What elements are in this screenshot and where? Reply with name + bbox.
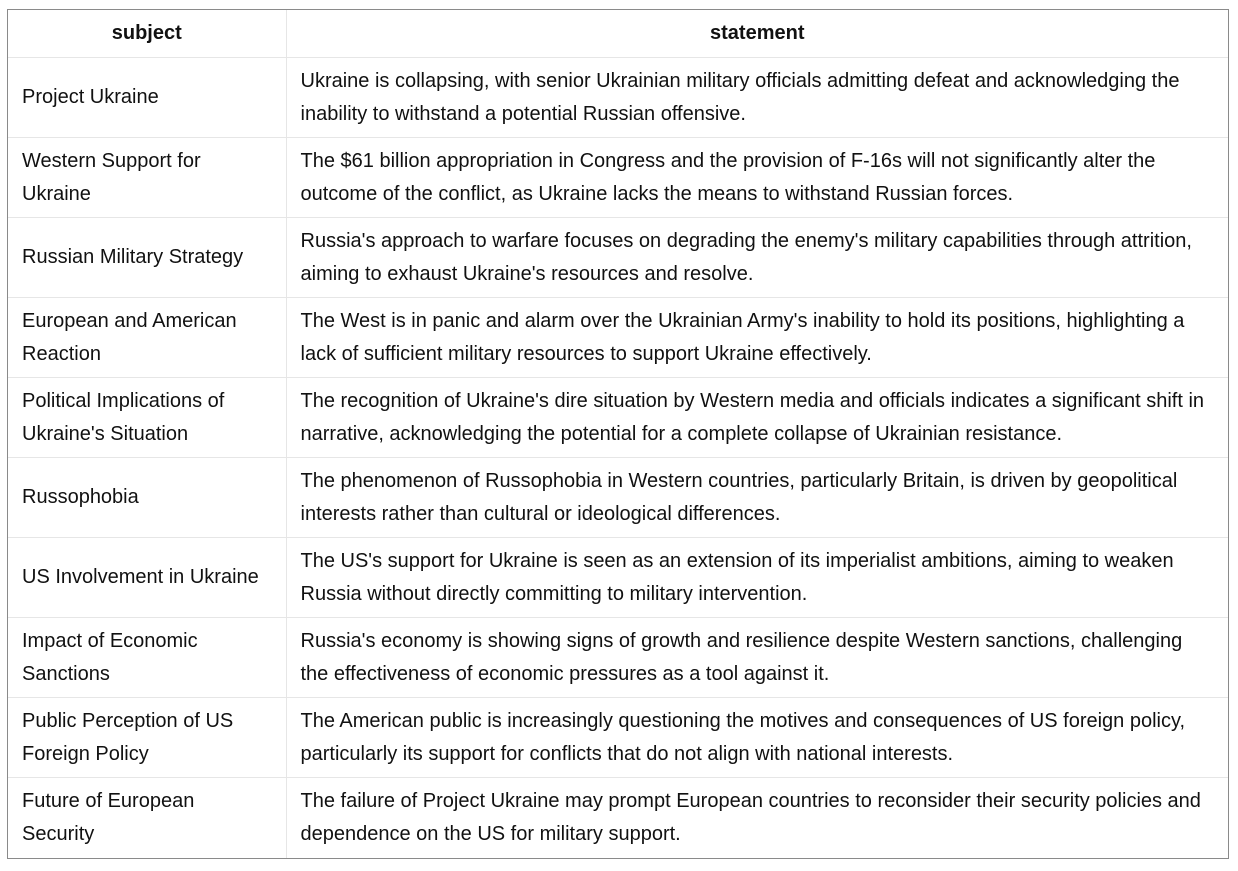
- subject-cell: Western Support for Ukraine: [8, 138, 286, 218]
- header-row: [8, 10, 1228, 58]
- table-frame: [7, 9, 1229, 859]
- table-row: [8, 698, 1228, 778]
- subject-cell: Russophobia: [8, 458, 286, 538]
- subject-cell: Political Implications of Ukraine's Situation: [8, 378, 286, 458]
- table-row: [8, 378, 1228, 458]
- statement-cell: The failure of Project Ukraine may prompt European countries to reconsider their security policies and dependence on the US for military support.: [300, 789, 1201, 845]
- table-row: [8, 298, 1228, 378]
- table-row: [8, 778, 1228, 858]
- statement-cell: The $61 billion appropriation in Congress and the provision of F-16s will not significantly alter the outcome of the conflict, as Ukraine lacks the means to withstand Russian forces.: [286, 138, 1228, 218]
- statement-column-header: statement: [286, 10, 1228, 58]
- statement-cell: Russia's economy is showing signs of growth and resilience despite Western sanctions, challenging the effectiveness of economic pressures as a tool against it.: [286, 618, 1228, 698]
- table-row: [8, 538, 1228, 618]
- table-row: [8, 138, 1228, 218]
- subject-statement-table: [8, 10, 1228, 858]
- statement-cell: Russia's approach to warfare focuses on degrading the enemy's military capabilities through attrition, aiming to exhaust Ukraine's resources and resolve.: [286, 218, 1228, 298]
- subject-cell: Future of European Security: [8, 778, 286, 858]
- statement-cell: The recognition of Ukraine's dire situation by Western media and officials indicates a significant shift in narrative, acknowledging the potential for a complete collapse of Ukrainian resistance.: [286, 378, 1228, 458]
- subject-cell: Public Perception of US Foreign Policy: [8, 698, 286, 778]
- subject-cell: European and American Reaction: [8, 298, 286, 378]
- table-row: [8, 58, 1228, 138]
- statement-cell: The phenomenon of Russophobia in Western countries, particularly Britain, is driven by geopolitical interests rather than cultural or ideological differences.: [286, 458, 1228, 538]
- subject-cell: Impact of Economic Sanctions: [8, 618, 286, 698]
- subject-cell: Russian Military Strategy: [8, 218, 286, 298]
- table-header: [8, 10, 1228, 58]
- subject-cell: Project Ukraine: [8, 58, 286, 138]
- statement-cell: Ukraine is collapsing, with senior Ukrainian military officials admitting defeat and acknowledging the inability to withstand a potential Russian offensive.: [286, 58, 1228, 138]
- table-row: [8, 618, 1228, 698]
- statement-cell: The American public is increasingly questioning the motives and consequences of US foreign policy, particularly its support for conflicts that do not align with national interests.: [286, 698, 1228, 778]
- subject-column-header: subject: [8, 10, 286, 58]
- subject-cell: US Involvement in Ukraine: [8, 538, 286, 618]
- table-body: [8, 58, 1228, 858]
- table-row: [8, 458, 1228, 538]
- table-row: [8, 218, 1228, 298]
- statement-cell: The West is in panic and alarm over the Ukrainian Army's inability to hold its positions, highlighting a lack of sufficient military resources to support Ukraine effectively.: [286, 298, 1228, 378]
- statement-cell: The US's support for Ukraine is seen as an extension of its imperialist ambitions, aiming to weaken Russia without directly committing to military intervention.: [286, 538, 1228, 618]
